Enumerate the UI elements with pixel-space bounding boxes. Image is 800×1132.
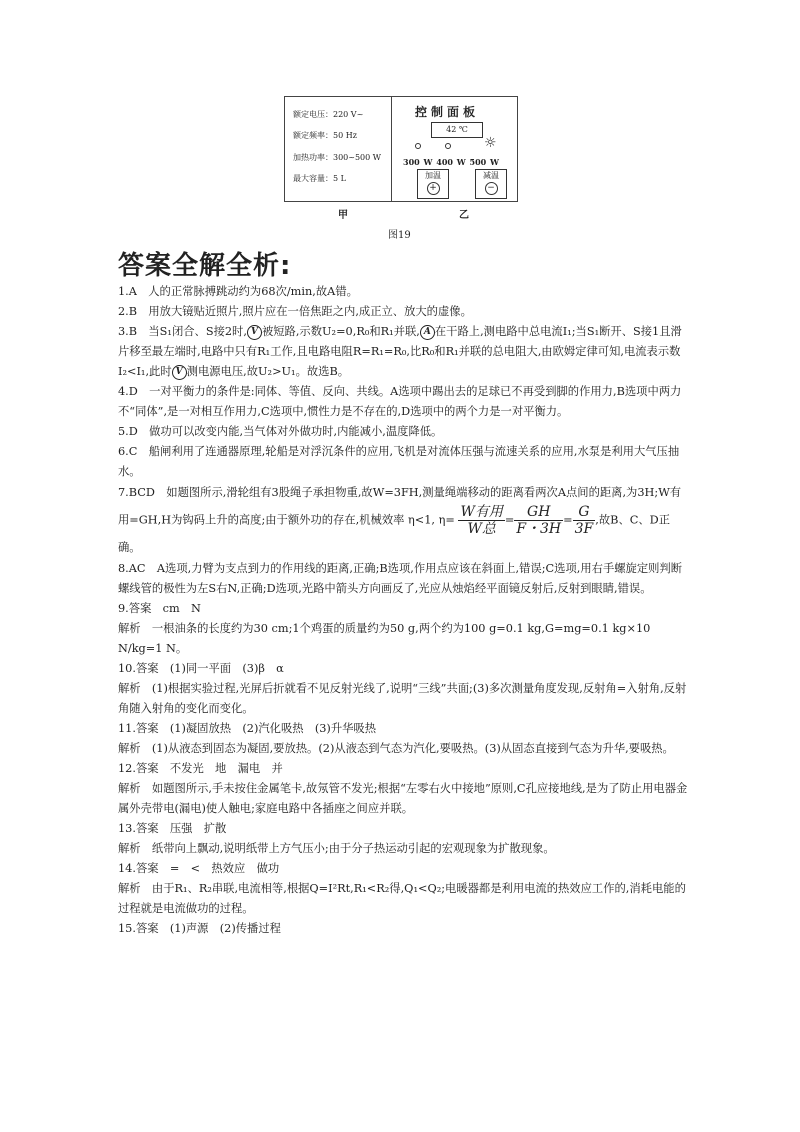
voltmeter-icon: V <box>247 325 262 340</box>
answer-13-explanation: 解析 纸带向上飘动,说明纸带上方气压小;由于分子热运动引起的宏观现象为扩散现象。 <box>118 842 555 855</box>
heat-up-label: 加温 <box>425 171 441 180</box>
efficiency-fraction-1: $\frac{\text{W有用}}{\text{W总}}$ <box>460 504 503 537</box>
answer-3: 3.B 当S₁闭合、S接2时, V 被短路,示数U₂=0,R₀和R₁并联, A 在干路上,测电路中总电流I₁;当S₁断开、S接1且滑片移至最左端时,电路中只有R₁工作,且电路电阻R=R₁=R₀,比R₀和R₁并联的总电阻大,由欧姆定律可知,电流表示数I₂<I₁,此时 V 测电源电压,故U₂>U₁。故选B。 <box>118 325 682 378</box>
voltmeter-icon: V <box>172 365 187 380</box>
answer-list <box>118 282 688 939</box>
figure-caption: 图19 <box>388 230 411 241</box>
answer-11-explanation: 解析 (1)从液态到固态为凝固,要放热。(2)从液态到气态为汽化,要吸热。(3)从固态直接到气态为升华,要吸热。 <box>118 742 674 755</box>
cool-down-button <box>475 169 507 199</box>
spec-power: 加热功率：300~500 W <box>293 153 382 162</box>
ammeter-icon: A <box>420 325 435 340</box>
efficiency-fraction-2: $\frac{GH}{F・3H}$ <box>516 504 562 537</box>
answer-6: 6.C 船闸利用了连通器原理,轮船是对浮沉条件的应用,飞机是对流体压强与流速关系的应用,水泵是利用大气压抽水。 <box>118 445 680 478</box>
answer-2: 2.B 用放大镜贴近照片,照片应在一倍焦距之内,成正立、放大的虚像。 <box>118 305 472 318</box>
label-yi: 乙 <box>459 210 469 221</box>
answer-9: 9.答案 cm N <box>118 602 201 615</box>
answer-4: 4.D 一对平衡力的条件是:同体、等值、反向、共线。A选项中踢出去的足球已不再受到脚的作用力,B选项中两力不“同体”,是一对相互作用力,C选项中,惯性力是不存在的,D选项中的两个力是一对平衡力。 <box>118 385 682 418</box>
answers-heading: 答案全解全析: <box>118 251 292 281</box>
spec-frequency: 额定频率：50 Hz <box>293 131 357 140</box>
cool-down-label: 减温 <box>483 171 499 180</box>
answer-8: 8.AC A选项,力臂为支点到力的作用线的距离,正确;B选项,作用点应该在斜面上,错误;C选项,用右手螺旋定则判断螺线管的极性为左S右N,正确;D选项,光路中箭头方向画反了,光应从烛焰经平面镜反射后,反射到眼睛,错误。 <box>118 562 683 595</box>
answer-1: 1.A 人的正常脉搏跳动约为68次/min,故A错。 <box>118 285 358 298</box>
plus-icon: + <box>427 182 440 195</box>
answer-9-explanation: 解析 一根油条的长度约为30 cm;1个鸡蛋的质量约为50 g,两个约为100 g=0.1 kg,G=mg=0.1 kg×10 N/kg=1 N。 <box>118 622 651 655</box>
figure-divider <box>391 97 392 201</box>
answer-11: 11.答案 (1)凝固放热 (2)汽化吸热 (3)升华吸热 <box>118 722 377 735</box>
answer-14-explanation: 解析 由于R₁、R₂串联,电流相等,根据Q=I²Rt,R₁<R₂得,Q₁<Q₂;电暖器都是利用电流的热效应工作的,消耗电能的过程就是电流做功的过程。 <box>118 882 686 915</box>
efficiency-fraction-3: $\frac{G}{3F}$ <box>574 504 594 537</box>
spec-capacity: 最大容量：5 L <box>293 174 346 183</box>
indicator-dot-400 <box>445 143 451 149</box>
answer-10-explanation: 解析 (1)根据实验过程,光屏后折就看不见反射光线了,说明“三线”共面;(3)多次测量角度发现,反射角=入射角,反射角随入射角的变化而变化。 <box>118 682 687 715</box>
power-levels: 300 W 400 W 500 W <box>403 157 499 167</box>
answer-5: 5.D 做功可以改变内能,当气体对外做功时,内能减小,温度降低。 <box>118 425 443 438</box>
sun-icon: ☼ <box>484 135 497 151</box>
answer-13: 13.答案 压强 扩散 <box>118 822 227 835</box>
indicator-dot-300 <box>415 143 421 149</box>
label-jia: 甲 <box>338 210 348 221</box>
minus-icon: − <box>485 182 498 195</box>
spec-voltage: 额定电压：220 V~ <box>293 110 364 119</box>
heat-up-button <box>417 169 449 199</box>
answer-12-explanation: 解析 如题图所示,手未按住金属笔卡,故氖管不发光;根据“左零右火中接地”原则,C孔应接地线,是为了防止用电器金属外壳带电(漏电)使人触电;家庭电路中各插座之间应并联。 <box>118 782 688 815</box>
answer-15: 15.答案 (1)声源 (2)传播过程 <box>118 922 281 935</box>
answer-10: 10.答案 (1)同一平面 (3)β α <box>118 662 284 675</box>
answer-7: 7.BCD 如题图所示,滑轮组有3股绳子承担物重,故W=3FH,测量绳端移动的距离看两次A点间的距离,为3H;W有用=GH,H为钩码上升的高度;由于额外功的存在,机械效率 η<1, η= $\frac{\text{W有用}}{\text{W总}}$ = $\frac{GH}{F・3H}$ = $\frac{G}{3F}$ ,故B、C、D正确。 <box>118 486 682 554</box>
answer-14: 14.答案 = < 热效应 做功 <box>118 862 280 875</box>
temperature-display: 42 ℃ <box>431 122 483 138</box>
figure-19 <box>284 96 518 202</box>
panel-title: 控制面板 <box>415 105 480 119</box>
answer-12: 12.答案 不发光 地 漏电 并 <box>118 762 283 775</box>
